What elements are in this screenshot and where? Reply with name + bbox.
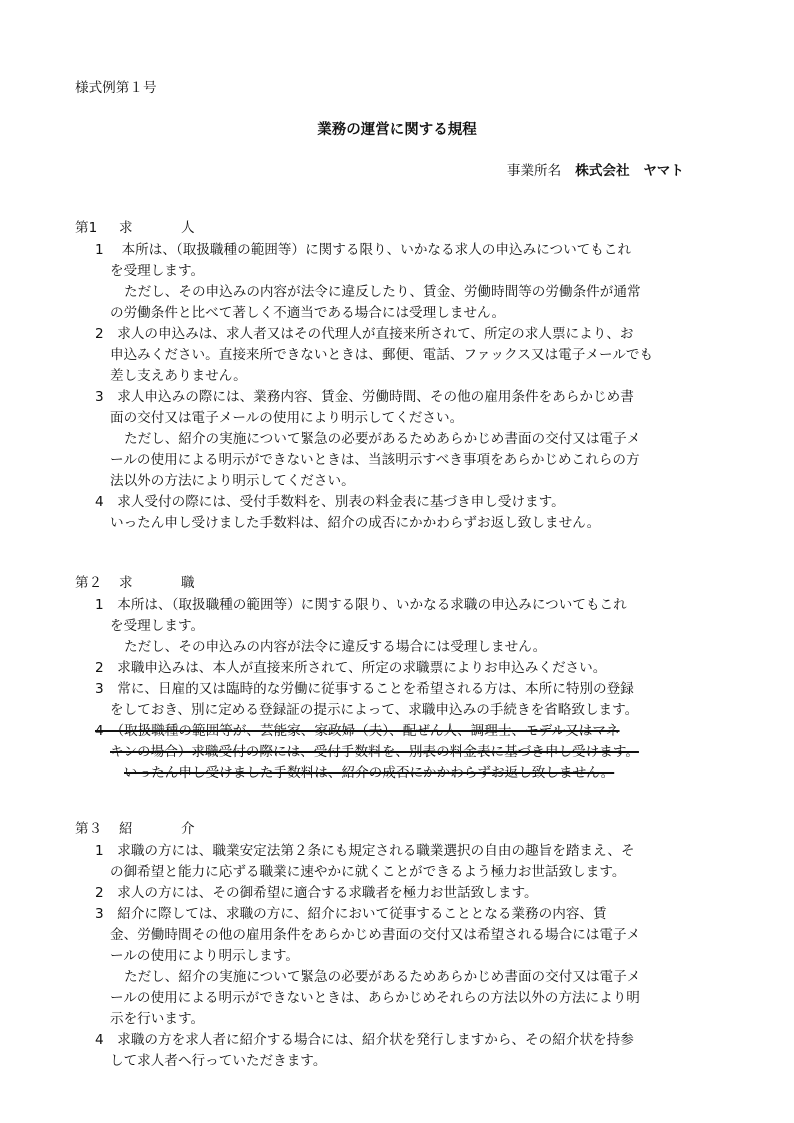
- clause-line: 面の交付又は電子メールの使用により明示してください。: [110, 410, 464, 426]
- section-heading: [75, 571, 243, 591]
- section-number: 第２: [75, 575, 103, 591]
- business-label: 事業所名: [506, 163, 562, 179]
- section-heading: [75, 817, 243, 837]
- section-number: 第３: [75, 821, 103, 837]
- clause-line: の労働条件と比べて著しく不適当である場合には受理しません。: [110, 305, 506, 321]
- struck-clause-line: 4 （取扱職種の範囲等が、芸能家、家政婦（夫）、配ぜん人、調理士、モデル又はマネ: [95, 723, 620, 739]
- clause-line: ただし、その申込みの内容が法令に違反する場合には受理しません。: [124, 639, 547, 655]
- clause-line: ただし、その申込みの内容が法令に違反したり、賃金、労働時間等の労働条件が通常: [124, 284, 641, 300]
- struck-clause-line: キンの場合）求職受付の際には、受付手数料を、別表の料金表に基づき申し受けます。: [110, 744, 639, 760]
- business-name: 株式会社 ヤマト: [575, 163, 684, 179]
- clause-line: 1 本所は、（取扱職種の範囲等）に関する限り、いかなる求職の申込みについてもこれ: [95, 597, 627, 613]
- clause-line: して求人者へ行っていただきます。: [110, 1053, 327, 1069]
- section-number: 第1: [75, 220, 98, 236]
- clause-line: 3 求人申込みの際には、業務内容、賃金、労働時間、その他の雇用条件をあらかじめ書: [95, 389, 634, 405]
- clause-line: を受理します。: [110, 263, 205, 279]
- section-title-char: 求: [119, 220, 133, 236]
- clause-line: 4 求人受付の際には、受付手数料を、別表の料金表に基づき申し受けます。: [95, 494, 565, 510]
- page-title: 業務の運営に関する規程: [317, 122, 477, 138]
- clause-line: 2 求人の申込みは、求人者又はその代理人が直接来所されて、所定の求人票により、お: [95, 326, 634, 342]
- clause-line: 申込みください。直接来所できないときは、郵便、電話、ファックス又は電子メールでも: [110, 347, 654, 363]
- clause-line: ただし、紹介の実施について緊急の必要があるためあらかじめ書面の交付又は電子メ: [124, 969, 641, 985]
- struck-clause-line: いったん申し受けました手数料は、紹介の成否にかかわらずお返し致しません。: [124, 765, 615, 781]
- clause-line: 2 求職申込みは、本人が直接来所されて、所定の求職票によりお申込みください。: [95, 660, 607, 676]
- clause-line: 1 本所は、（取扱職種の範囲等）に関する限り、いかなる求人の申込みについてもこれ: [95, 242, 632, 258]
- clause-line: 差し支えありません。: [110, 368, 247, 384]
- section-heading: [75, 216, 243, 236]
- clause-line: 3 紹介に際しては、求職の方に、紹介において従事することとなる業務の内容、賃: [95, 906, 607, 922]
- section-title-char: 人: [181, 220, 195, 236]
- section-title-char: 求: [119, 575, 133, 591]
- clause-line: ールの使用により明示します。: [110, 948, 299, 964]
- clause-line: 1 求職の方には、職業安定法第２条にも規定される職業選択の自由の趣旨を踏まえ、そ: [95, 843, 635, 859]
- clause-line: 法以外の方法により明示してください。: [110, 473, 355, 489]
- clause-line: をしておき、別に定める登録証の提示によって、求職申込みの手続きを省略致します。: [110, 702, 639, 718]
- section-title-char: 紹: [119, 821, 133, 837]
- clause-line: いったん申し受けました手数料は、紹介の成否にかかわらずお返し致しません。: [110, 515, 601, 531]
- clause-line: ただし、紹介の実施について緊急の必要があるためあらかじめ書面の交付又は電子メ: [124, 431, 641, 447]
- form-number: 様式例第１号: [75, 80, 157, 96]
- clause-line: 2 求人の方には、その御希望に適合する求職者を極力お世話致します。: [95, 885, 538, 901]
- clause-line: 4 求職の方を求人者に紹介する場合には、紹介状を発行しますから、その紹介状を持参: [95, 1032, 634, 1048]
- clause-line: 金、労働時間その他の雇用条件をあらかじめ書面の交付又は希望される場合には電子メ: [110, 927, 641, 943]
- clause-line: の御希望と能力に応ずる職業に速やかに就くことができるよう極力お世話致します。: [110, 864, 626, 880]
- clause-line: 3 常に、日雇的又は臨時的な労働に従事することを希望される方は、本所に特別の登録: [95, 681, 634, 697]
- clause-line: ールの使用による明示ができないときは、当該明示すべき事項をあらかじめこれらの方: [110, 452, 640, 468]
- section-title-char: 職: [181, 575, 195, 591]
- clause-line: ールの使用による明示ができないときは、あらかじめそれらの方法以外の方法により明: [110, 990, 640, 1006]
- business-name-line: [507, 159, 684, 179]
- clause-line: 示を行います。: [110, 1011, 205, 1027]
- section-title-char: 介: [181, 821, 195, 837]
- clause-line: を受理します。: [110, 618, 205, 634]
